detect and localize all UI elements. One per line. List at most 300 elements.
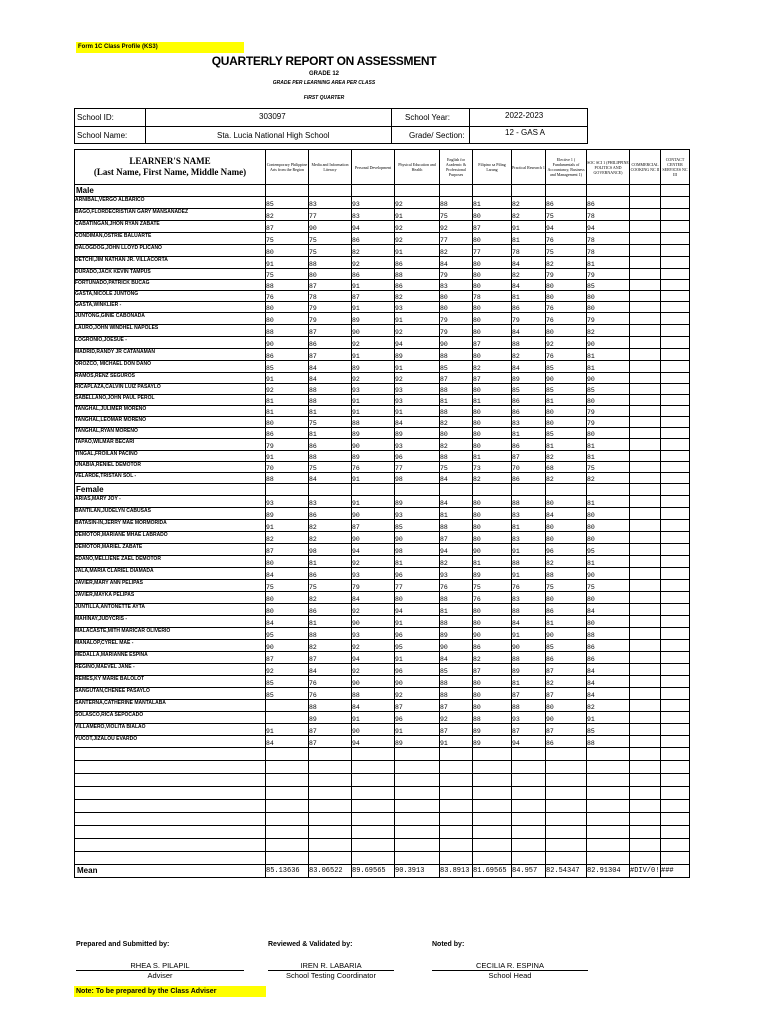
score-cell bbox=[630, 616, 661, 628]
empty-cell bbox=[546, 484, 587, 496]
score-cell: 89 bbox=[473, 736, 512, 748]
score-cell: 80 bbox=[440, 291, 473, 302]
score-cell: 88 bbox=[546, 568, 587, 580]
score-cell: 90 bbox=[587, 373, 630, 384]
score-cell: 94 bbox=[440, 544, 473, 556]
score-cell: 91 bbox=[395, 616, 440, 628]
learner-name: DURADO,JACK KEVIN TAMPUS bbox=[75, 269, 266, 280]
score-cell: 87 bbox=[440, 532, 473, 544]
score-cell: 88 bbox=[440, 197, 473, 209]
score-cell: 87 bbox=[309, 280, 352, 291]
empty-cell bbox=[661, 484, 690, 496]
adviser-note: Note: To be prepared by the Class Adviser bbox=[74, 986, 266, 997]
score-cell: 75 bbox=[440, 209, 473, 221]
score-cell: 73 bbox=[473, 462, 512, 473]
blank-row bbox=[75, 839, 690, 852]
score-cell: 80 bbox=[587, 302, 630, 313]
mean-value: 82.91304 bbox=[587, 865, 630, 878]
quarter-label: FIRST QUARTER bbox=[303, 95, 345, 101]
score-cell bbox=[630, 462, 661, 473]
score-cell: 80 bbox=[473, 325, 512, 337]
score-cell: 90 bbox=[395, 532, 440, 544]
score-cell: 78 bbox=[512, 245, 546, 257]
score-cell: 81 bbox=[512, 233, 546, 245]
score-cell: 82 bbox=[512, 197, 546, 209]
score-cell: 77 bbox=[309, 209, 352, 221]
score-cell: 90 bbox=[512, 640, 546, 652]
score-cell: 89 bbox=[352, 451, 395, 462]
score-cell bbox=[630, 508, 661, 520]
score-cell: 80 bbox=[395, 592, 440, 604]
score-cell: 93 bbox=[352, 197, 395, 209]
score-cell: 90 bbox=[587, 337, 630, 349]
prepared-label: Prepared and Submitted by: bbox=[76, 941, 170, 948]
mean-value: 83.8913 bbox=[440, 865, 473, 878]
table-row bbox=[75, 532, 690, 544]
score-cell: 81 bbox=[440, 604, 473, 616]
mean-value: 82.54347 bbox=[546, 865, 587, 878]
score-cell: 88 bbox=[440, 592, 473, 604]
score-cell: 80 bbox=[473, 233, 512, 245]
score-cell: 79 bbox=[309, 313, 352, 325]
score-cell: 80 bbox=[546, 406, 587, 417]
score-cell: 90 bbox=[440, 640, 473, 652]
score-cell: 84 bbox=[587, 676, 630, 688]
score-cell bbox=[630, 532, 661, 544]
score-cell: 86 bbox=[512, 439, 546, 451]
score-cell: 79 bbox=[587, 417, 630, 428]
score-cell: 80 bbox=[473, 209, 512, 221]
empty-cell bbox=[546, 748, 587, 761]
empty-cell bbox=[512, 826, 546, 839]
score-cell: 80 bbox=[473, 616, 512, 628]
score-cell: 92 bbox=[352, 556, 395, 568]
empty-cell bbox=[546, 761, 587, 774]
score-cell: 96 bbox=[395, 628, 440, 640]
score-cell bbox=[630, 439, 661, 451]
score-cell: 77 bbox=[395, 462, 440, 473]
score-cell: 82 bbox=[546, 451, 587, 462]
score-cell: 81 bbox=[266, 395, 309, 406]
score-cell: 79 bbox=[352, 580, 395, 592]
score-cell bbox=[661, 373, 690, 384]
form-tag: Form 1C Class Profile (KS3) bbox=[76, 42, 244, 53]
learner-name: MALACASTE,MITH MARICAR OLIVERIO bbox=[75, 628, 266, 640]
empty-cell bbox=[473, 813, 512, 826]
empty-cell bbox=[395, 800, 440, 813]
learner-name: TANGHAL,LEOMAR MORENO bbox=[75, 417, 266, 428]
learner-name: TANGHAL,RYAN MORENO bbox=[75, 428, 266, 439]
table-row bbox=[75, 724, 690, 736]
empty-cell bbox=[395, 748, 440, 761]
score-cell: 85 bbox=[587, 384, 630, 395]
empty-cell bbox=[546, 800, 587, 813]
score-cell: 80 bbox=[440, 302, 473, 313]
score-cell: 82 bbox=[587, 325, 630, 337]
score-cell: 90 bbox=[352, 439, 395, 451]
mean-label: Mean bbox=[75, 865, 266, 878]
score-cell: 91 bbox=[352, 406, 395, 417]
score-cell bbox=[630, 676, 661, 688]
learner-name: DEMOTOR,MARIANE MHAE LABRADO bbox=[75, 532, 266, 544]
empty-cell bbox=[630, 839, 661, 852]
score-cell: 80 bbox=[546, 291, 587, 302]
empty-cell bbox=[630, 748, 661, 761]
score-cell: 86 bbox=[309, 337, 352, 349]
score-cell: 81 bbox=[587, 556, 630, 568]
table-row bbox=[75, 592, 690, 604]
empty-cell bbox=[75, 839, 266, 852]
score-cell: 80 bbox=[587, 291, 630, 302]
empty-cell bbox=[309, 852, 352, 865]
learner-name: DALOGDOG,JOHN LLOYD PLICANO bbox=[75, 245, 266, 257]
empty-cell bbox=[440, 800, 473, 813]
score-cell: 88 bbox=[440, 688, 473, 700]
score-cell: 89 bbox=[395, 496, 440, 508]
empty-cell bbox=[266, 826, 309, 839]
learner-name: GASTA,NICOLE JUNTONG bbox=[75, 291, 266, 302]
score-cell: 81 bbox=[309, 616, 352, 628]
score-cell: 89 bbox=[309, 712, 352, 724]
learner-name: ARIAS,MARY JOY - bbox=[75, 496, 266, 508]
score-cell: 94 bbox=[352, 221, 395, 233]
score-cell bbox=[661, 652, 690, 664]
score-cell: 79 bbox=[587, 406, 630, 417]
score-cell: 81 bbox=[473, 556, 512, 568]
subject-header: Elective 1 ( Fundamentals of Accountancy, Business and Management 1) bbox=[546, 150, 587, 185]
empty-cell bbox=[309, 839, 352, 852]
mean-value: 90.3913 bbox=[395, 865, 440, 878]
score-cell: 84 bbox=[512, 616, 546, 628]
male-section bbox=[75, 185, 690, 197]
score-cell: 88 bbox=[440, 616, 473, 628]
score-cell: 79 bbox=[440, 313, 473, 325]
score-cell bbox=[661, 676, 690, 688]
grade-label: GRADE 12 bbox=[308, 71, 339, 77]
score-cell: 77 bbox=[473, 245, 512, 257]
score-cell: 90 bbox=[352, 508, 395, 520]
score-cell: 81 bbox=[440, 508, 473, 520]
score-cell: 86 bbox=[395, 257, 440, 269]
score-cell: 75 bbox=[587, 580, 630, 592]
subject-header: English for Academic & Professional Purposes bbox=[440, 150, 473, 185]
score-cell bbox=[661, 664, 690, 676]
score-cell: 94 bbox=[395, 337, 440, 349]
table-row bbox=[75, 676, 690, 688]
score-cell: 78 bbox=[587, 245, 630, 257]
score-cell: 89 bbox=[512, 373, 546, 384]
empty-cell bbox=[395, 787, 440, 800]
score-cell: 87 bbox=[473, 664, 512, 676]
score-cell: 70 bbox=[512, 462, 546, 473]
score-cell: 87 bbox=[546, 724, 587, 736]
empty-cell bbox=[512, 761, 546, 774]
score-cell: 77 bbox=[440, 233, 473, 245]
empty-cell bbox=[587, 839, 630, 852]
score-cell: 98 bbox=[309, 544, 352, 556]
score-cell bbox=[630, 361, 661, 373]
score-cell: 81 bbox=[309, 556, 352, 568]
score-cell: 80 bbox=[473, 406, 512, 417]
score-cell: 93 bbox=[352, 568, 395, 580]
learner-name: MAHINAY,JUDYCRIS - bbox=[75, 616, 266, 628]
score-cell: 80 bbox=[473, 700, 512, 712]
score-cell: 96 bbox=[395, 568, 440, 580]
empty-cell bbox=[75, 826, 266, 839]
subject-header: Personal Development bbox=[352, 150, 395, 185]
score-cell: 80 bbox=[266, 556, 309, 568]
score-cell: 86 bbox=[587, 652, 630, 664]
score-cell bbox=[630, 280, 661, 291]
score-cell: 82 bbox=[546, 556, 587, 568]
learner-name: VILLAMERO,VIOLITA BIALAO bbox=[75, 724, 266, 736]
empty-cell bbox=[546, 774, 587, 787]
score-cell: 82 bbox=[512, 349, 546, 361]
score-cell: 90 bbox=[352, 532, 395, 544]
score-cell: 88 bbox=[512, 652, 546, 664]
learner-name: JAVIER,MARY ANN PELIPAS bbox=[75, 580, 266, 592]
score-cell: 84 bbox=[309, 361, 352, 373]
score-cell: 83 bbox=[440, 280, 473, 291]
adviser-name: RHEA S. PILAPIL bbox=[130, 961, 190, 970]
score-cell: 91 bbox=[395, 406, 440, 417]
empty-cell bbox=[512, 813, 546, 826]
empty-cell bbox=[352, 787, 395, 800]
learner-name: EDAÑO,MELLIENE ZAEL DEMOTOR bbox=[75, 556, 266, 568]
score-cell: 86 bbox=[587, 197, 630, 209]
score-cell: 80 bbox=[266, 245, 309, 257]
mean-row bbox=[75, 865, 690, 878]
score-cell: 82 bbox=[352, 245, 395, 257]
score-cell: 88 bbox=[587, 628, 630, 640]
score-cell: 82 bbox=[309, 592, 352, 604]
empty-cell bbox=[661, 761, 690, 774]
score-cell: 78 bbox=[587, 209, 630, 221]
empty-cell bbox=[266, 787, 309, 800]
score-cell: 80 bbox=[266, 313, 309, 325]
empty-cell bbox=[473, 774, 512, 787]
score-cell: 92 bbox=[352, 664, 395, 676]
score-cell: 80 bbox=[473, 313, 512, 325]
empty-cell bbox=[352, 761, 395, 774]
empty-cell bbox=[512, 839, 546, 852]
score-cell: 81 bbox=[512, 676, 546, 688]
table-row bbox=[75, 325, 690, 337]
score-cell: 92 bbox=[395, 221, 440, 233]
score-cell bbox=[630, 406, 661, 417]
score-cell: 83 bbox=[309, 197, 352, 209]
score-cell: 82 bbox=[587, 700, 630, 712]
score-cell: 94 bbox=[587, 221, 630, 233]
score-cell: 81 bbox=[587, 496, 630, 508]
score-cell: 84 bbox=[395, 417, 440, 428]
score-cell bbox=[661, 580, 690, 592]
score-cell: 80 bbox=[473, 439, 512, 451]
score-cell: 86 bbox=[546, 604, 587, 616]
score-cell bbox=[661, 349, 690, 361]
score-cell: 75 bbox=[309, 580, 352, 592]
table-row bbox=[75, 233, 690, 245]
score-cell: 84 bbox=[309, 664, 352, 676]
noted-label: Noted by: bbox=[432, 941, 465, 948]
score-cell: 85 bbox=[440, 361, 473, 373]
score-cell: 88 bbox=[440, 349, 473, 361]
score-cell: 91 bbox=[395, 652, 440, 664]
score-cell: 84 bbox=[512, 325, 546, 337]
table-row bbox=[75, 640, 690, 652]
score-cell: 87 bbox=[309, 325, 352, 337]
score-cell: 90 bbox=[266, 640, 309, 652]
learner-name: FORTUNADO,PATRICK BUCAG bbox=[75, 280, 266, 291]
score-cell bbox=[630, 736, 661, 748]
score-cell bbox=[630, 291, 661, 302]
learner-name: BAGO,FLORDECRISTIAN GARY MANSANADEZ bbox=[75, 209, 266, 221]
empty-cell bbox=[512, 774, 546, 787]
subject-header: Contemporary Philippine Arts from the Region bbox=[266, 150, 309, 185]
score-cell: 79 bbox=[266, 439, 309, 451]
score-cell: 76 bbox=[546, 313, 587, 325]
score-cell: 91 bbox=[352, 712, 395, 724]
female-section bbox=[75, 484, 690, 496]
score-cell bbox=[661, 361, 690, 373]
empty-cell bbox=[440, 185, 473, 197]
empty-cell bbox=[395, 839, 440, 852]
score-cell bbox=[661, 640, 690, 652]
divider bbox=[469, 109, 470, 143]
score-cell: 88 bbox=[309, 395, 352, 406]
score-cell: 87 bbox=[266, 544, 309, 556]
score-cell: 81 bbox=[546, 439, 587, 451]
score-cell: 83 bbox=[512, 508, 546, 520]
empty-cell bbox=[630, 185, 661, 197]
score-cell: 79 bbox=[587, 269, 630, 280]
empty-cell bbox=[75, 800, 266, 813]
score-cell: 93 bbox=[440, 568, 473, 580]
score-cell: 92 bbox=[440, 221, 473, 233]
score-cell: 91 bbox=[587, 712, 630, 724]
score-cell: 92 bbox=[352, 640, 395, 652]
score-cell bbox=[661, 568, 690, 580]
empty-cell bbox=[75, 774, 266, 787]
score-cell: 87 bbox=[546, 688, 587, 700]
score-cell: 88 bbox=[309, 700, 352, 712]
score-cell: 93 bbox=[352, 628, 395, 640]
score-cell: 82 bbox=[440, 417, 473, 428]
school-name-label: School Name: bbox=[77, 131, 128, 140]
score-cell: 86 bbox=[473, 640, 512, 652]
empty-cell bbox=[440, 484, 473, 496]
score-cell: 84 bbox=[587, 688, 630, 700]
empty-cell bbox=[630, 813, 661, 826]
score-cell: 86 bbox=[512, 473, 546, 484]
score-cell: 88 bbox=[587, 736, 630, 748]
table-row bbox=[75, 209, 690, 221]
score-cell: 76 bbox=[266, 291, 309, 302]
score-cell: 82 bbox=[587, 473, 630, 484]
table-row bbox=[75, 568, 690, 580]
empty-cell bbox=[352, 185, 395, 197]
score-cell bbox=[661, 417, 690, 428]
grade-section-label: Grade/ Section: bbox=[409, 131, 465, 140]
score-cell: 95 bbox=[395, 640, 440, 652]
empty-cell bbox=[352, 774, 395, 787]
score-cell: 94 bbox=[352, 652, 395, 664]
score-cell: 88 bbox=[473, 712, 512, 724]
score-cell: 84 bbox=[546, 508, 587, 520]
score-cell: 87 bbox=[309, 724, 352, 736]
score-cell: 80 bbox=[473, 302, 512, 313]
score-cell: 89 bbox=[352, 428, 395, 439]
school-year-value: 2022-2023 bbox=[505, 111, 544, 120]
empty-cell bbox=[75, 761, 266, 774]
empty-cell bbox=[352, 839, 395, 852]
score-cell: 75 bbox=[266, 580, 309, 592]
score-cell: 79 bbox=[546, 269, 587, 280]
table-row bbox=[75, 580, 690, 592]
score-cell: 80 bbox=[546, 496, 587, 508]
empty-cell bbox=[630, 800, 661, 813]
empty-cell bbox=[266, 761, 309, 774]
empty-cell bbox=[587, 185, 630, 197]
score-cell: 91 bbox=[440, 736, 473, 748]
mean-value: 89.69565 bbox=[352, 865, 395, 878]
score-cell: 84 bbox=[266, 568, 309, 580]
divider bbox=[391, 109, 392, 143]
subject-header: CONTACT CENTER SERVICES NC III bbox=[661, 150, 690, 185]
score-cell bbox=[630, 337, 661, 349]
score-cell: 82 bbox=[546, 257, 587, 269]
score-cell: 80 bbox=[546, 417, 587, 428]
score-cell: 96 bbox=[395, 712, 440, 724]
score-cell bbox=[661, 384, 690, 395]
score-cell bbox=[661, 712, 690, 724]
score-cell: 90 bbox=[352, 676, 395, 688]
score-cell: 80 bbox=[473, 417, 512, 428]
table-row bbox=[75, 373, 690, 384]
learner-name: REMES,KY MARIE BALOLOT bbox=[75, 676, 266, 688]
empty-cell bbox=[440, 813, 473, 826]
score-cell bbox=[661, 532, 690, 544]
score-cell: 75 bbox=[309, 462, 352, 473]
head-name: CECILIA R. ESPINA bbox=[476, 961, 544, 970]
score-cell: 88 bbox=[440, 384, 473, 395]
score-cell: 80 bbox=[546, 325, 587, 337]
score-cell: 84 bbox=[352, 700, 395, 712]
empty-cell bbox=[512, 484, 546, 496]
score-cell bbox=[630, 496, 661, 508]
score-cell: 87 bbox=[473, 337, 512, 349]
score-cell: 88 bbox=[266, 325, 309, 337]
score-cell: 80 bbox=[266, 302, 309, 313]
score-cell: 83 bbox=[512, 417, 546, 428]
score-cell: 87 bbox=[473, 373, 512, 384]
score-cell bbox=[630, 544, 661, 556]
score-cell: 93 bbox=[266, 496, 309, 508]
score-cell: 91 bbox=[352, 395, 395, 406]
score-cell: 88 bbox=[512, 496, 546, 508]
learner-name: JUNTILLA,ANTONETTE AYTA bbox=[75, 604, 266, 616]
subject-header: Filipino sa Piling Larang bbox=[473, 150, 512, 185]
score-cell: 76 bbox=[352, 462, 395, 473]
learner-name: LOGRONIO,JOESUE - bbox=[75, 337, 266, 349]
score-cell: 80 bbox=[587, 520, 630, 532]
score-cell bbox=[630, 349, 661, 361]
score-cell: 85 bbox=[266, 676, 309, 688]
score-cell: 81 bbox=[587, 361, 630, 373]
score-cell: 75 bbox=[309, 417, 352, 428]
blank-row bbox=[75, 852, 690, 865]
score-cell: 80 bbox=[473, 496, 512, 508]
